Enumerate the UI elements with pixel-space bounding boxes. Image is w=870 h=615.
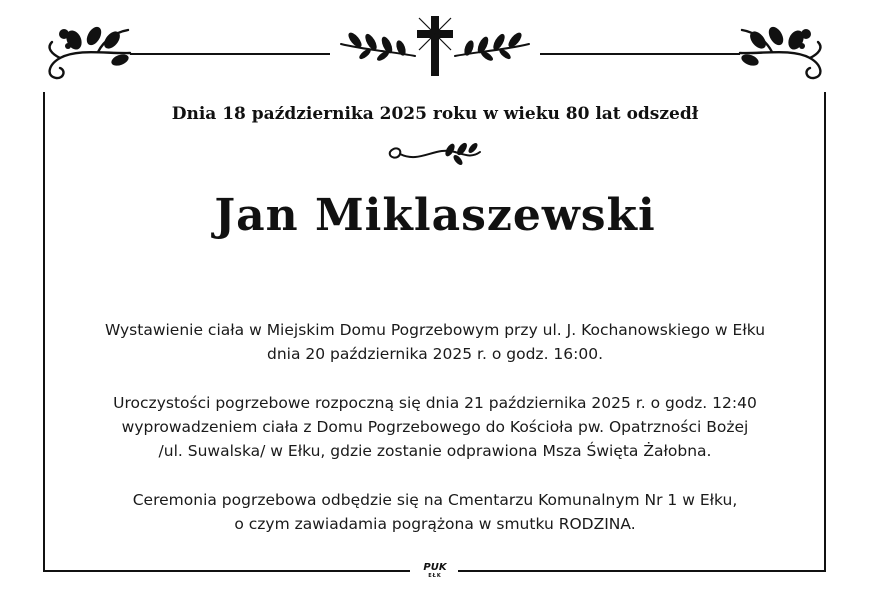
frame-right-rule (824, 92, 826, 572)
funeral-ceremony-paragraph (60, 391, 810, 463)
cross-with-branches-icon (335, 12, 535, 82)
flourish-icon (380, 140, 490, 170)
floral-corner-icon (38, 18, 148, 88)
burial-paragraph (60, 488, 810, 536)
paragraph-line: wyprowadzeniem ciała z Domu Pogrzebowego do Kościoła pw. Opatrzności Bożej (121, 418, 749, 436)
frame-top-rule-left (130, 53, 330, 55)
frame-bottom-rule-left (43, 570, 410, 572)
paragraph-line: Ceremonia pogrzebowa odbędzie się na Cmentarzu Komunalnym Nr 1 w Ełku, (132, 491, 738, 509)
paragraph-line: Wystawienie ciała w Miejskim Domu Pogrzebowym przy ul. J. Kochanowskiego w Ełku (104, 321, 766, 339)
frame-left-rule (43, 92, 45, 572)
paragraph-line: Uroczystości pogrzebowe rozpoczną się dnia 21 października 2025 r. o godz. 12:40 (113, 394, 757, 412)
deceased-name: Jan Miklaszewski (214, 190, 656, 241)
frame-top-rule-right (540, 53, 740, 55)
frame-bottom-rule-right (458, 570, 826, 572)
announcement-headline: Dnia 18 października 2025 roku w wieku 80 lat odszedł (171, 104, 699, 124)
paragraph-line: dnia 20 października 2025 r. o godz. 16:00. (266, 345, 604, 363)
paragraph-line: o czym zawiadamia pogrążona w smutku RODZINA. (234, 515, 636, 533)
floral-corner-icon (722, 18, 832, 88)
viewing-paragraph (60, 318, 810, 366)
logo-main-text: PUK (423, 562, 447, 573)
paragraph-line: /ul. Suwalska/ w Ełku, gdzie zostanie odprawiona Msza Święta Żałobna. (158, 442, 712, 460)
puk-logo (416, 563, 454, 581)
logo-sub-text: EŁK (428, 573, 442, 579)
